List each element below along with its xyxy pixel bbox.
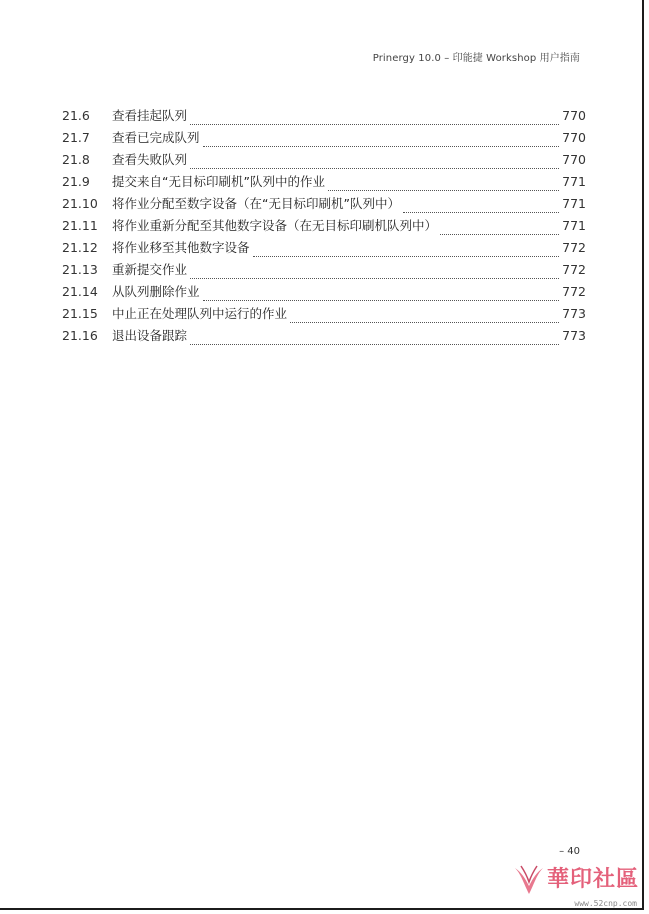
- toc-dot-leader: [190, 167, 559, 169]
- toc-dot-leader: [190, 277, 559, 279]
- toc-dot-leader: [328, 189, 559, 191]
- toc-entry-page: 771: [562, 218, 586, 233]
- table-of-contents: [62, 108, 586, 350]
- toc-entry-title: 从队列删除作业: [112, 284, 200, 299]
- toc-entry-title: 重新提交作业: [112, 262, 188, 277]
- toc-entry-title: 将作业重新分配至其他数字设备（在无目标印刷机队列中）: [112, 218, 438, 233]
- toc-dot-leader: [403, 211, 559, 213]
- toc-entry[interactable]: [62, 240, 586, 262]
- toc-entry-title: 提交来自“无目标印刷机”队列中的作业: [112, 174, 325, 189]
- toc-dot-leader: [290, 321, 559, 323]
- toc-entry[interactable]: [62, 262, 586, 284]
- toc-entry[interactable]: [62, 306, 586, 328]
- toc-entry[interactable]: [62, 152, 586, 174]
- toc-dot-leader: [190, 343, 559, 345]
- toc-entry-number: 21.12: [62, 240, 98, 255]
- toc-entry-number: 21.11: [62, 218, 98, 233]
- toc-entry-number: 21.15: [62, 306, 98, 321]
- toc-entry[interactable]: [62, 130, 586, 152]
- toc-dot-leader: [190, 123, 559, 125]
- toc-dot-leader: [253, 255, 560, 257]
- toc-entry-number: 21.9: [62, 174, 90, 189]
- toc-entry-title: 查看挂起队列: [112, 108, 188, 123]
- toc-entry-title: 查看失败队列: [112, 152, 188, 167]
- toc-entry-page: 773: [562, 328, 586, 343]
- running-header: Prinergy 10.0 – 印能捷 Workshop 用户指南: [372, 53, 580, 64]
- watermark-url: www.52cnp.com: [574, 899, 637, 908]
- toc-entry-number: 21.16: [62, 328, 98, 343]
- toc-entry[interactable]: [62, 174, 586, 196]
- toc-entry-page: 770: [562, 152, 586, 167]
- toc-entry-page: 772: [562, 284, 586, 299]
- toc-entry[interactable]: [62, 108, 586, 130]
- toc-entry-number: 21.6: [62, 108, 90, 123]
- toc-entry-title: 将作业分配至数字设备（在“无目标印刷机”队列中）: [112, 196, 400, 211]
- toc-entry-title: 中止正在处理队列中运行的作业: [112, 306, 288, 321]
- toc-entry-title: 退出设备跟踪: [112, 328, 188, 343]
- toc-dot-leader: [203, 299, 560, 301]
- toc-entry[interactable]: [62, 218, 586, 240]
- toc-entry-number: 21.14: [62, 284, 98, 299]
- flame-logo-icon: [511, 864, 547, 898]
- watermark: [511, 862, 643, 908]
- toc-entry-page: 772: [562, 262, 586, 277]
- toc-entry-page: 772: [562, 240, 586, 255]
- page-number: – 40: [559, 846, 580, 857]
- toc-entry-number: 21.10: [62, 196, 98, 211]
- toc-entry-page: 770: [562, 130, 586, 145]
- toc-entry[interactable]: [62, 328, 586, 350]
- toc-entry-title: 将作业移至其他数字设备: [112, 240, 250, 255]
- toc-dot-leader: [203, 145, 560, 147]
- toc-entry-page: 770: [562, 108, 586, 123]
- toc-entry-page: 771: [562, 196, 586, 211]
- watermark-text: 華印社區: [547, 866, 640, 892]
- toc-entry-title: 查看已完成队列: [112, 130, 200, 145]
- toc-entry-number: 21.13: [62, 262, 98, 277]
- toc-entry[interactable]: [62, 196, 586, 218]
- toc-entry[interactable]: [62, 284, 586, 306]
- toc-entry-page: 771: [562, 174, 586, 189]
- toc-entry-number: 21.8: [62, 152, 90, 167]
- toc-dot-leader: [440, 233, 559, 235]
- toc-entry-page: 773: [562, 306, 586, 321]
- toc-entry-number: 21.7: [62, 130, 90, 145]
